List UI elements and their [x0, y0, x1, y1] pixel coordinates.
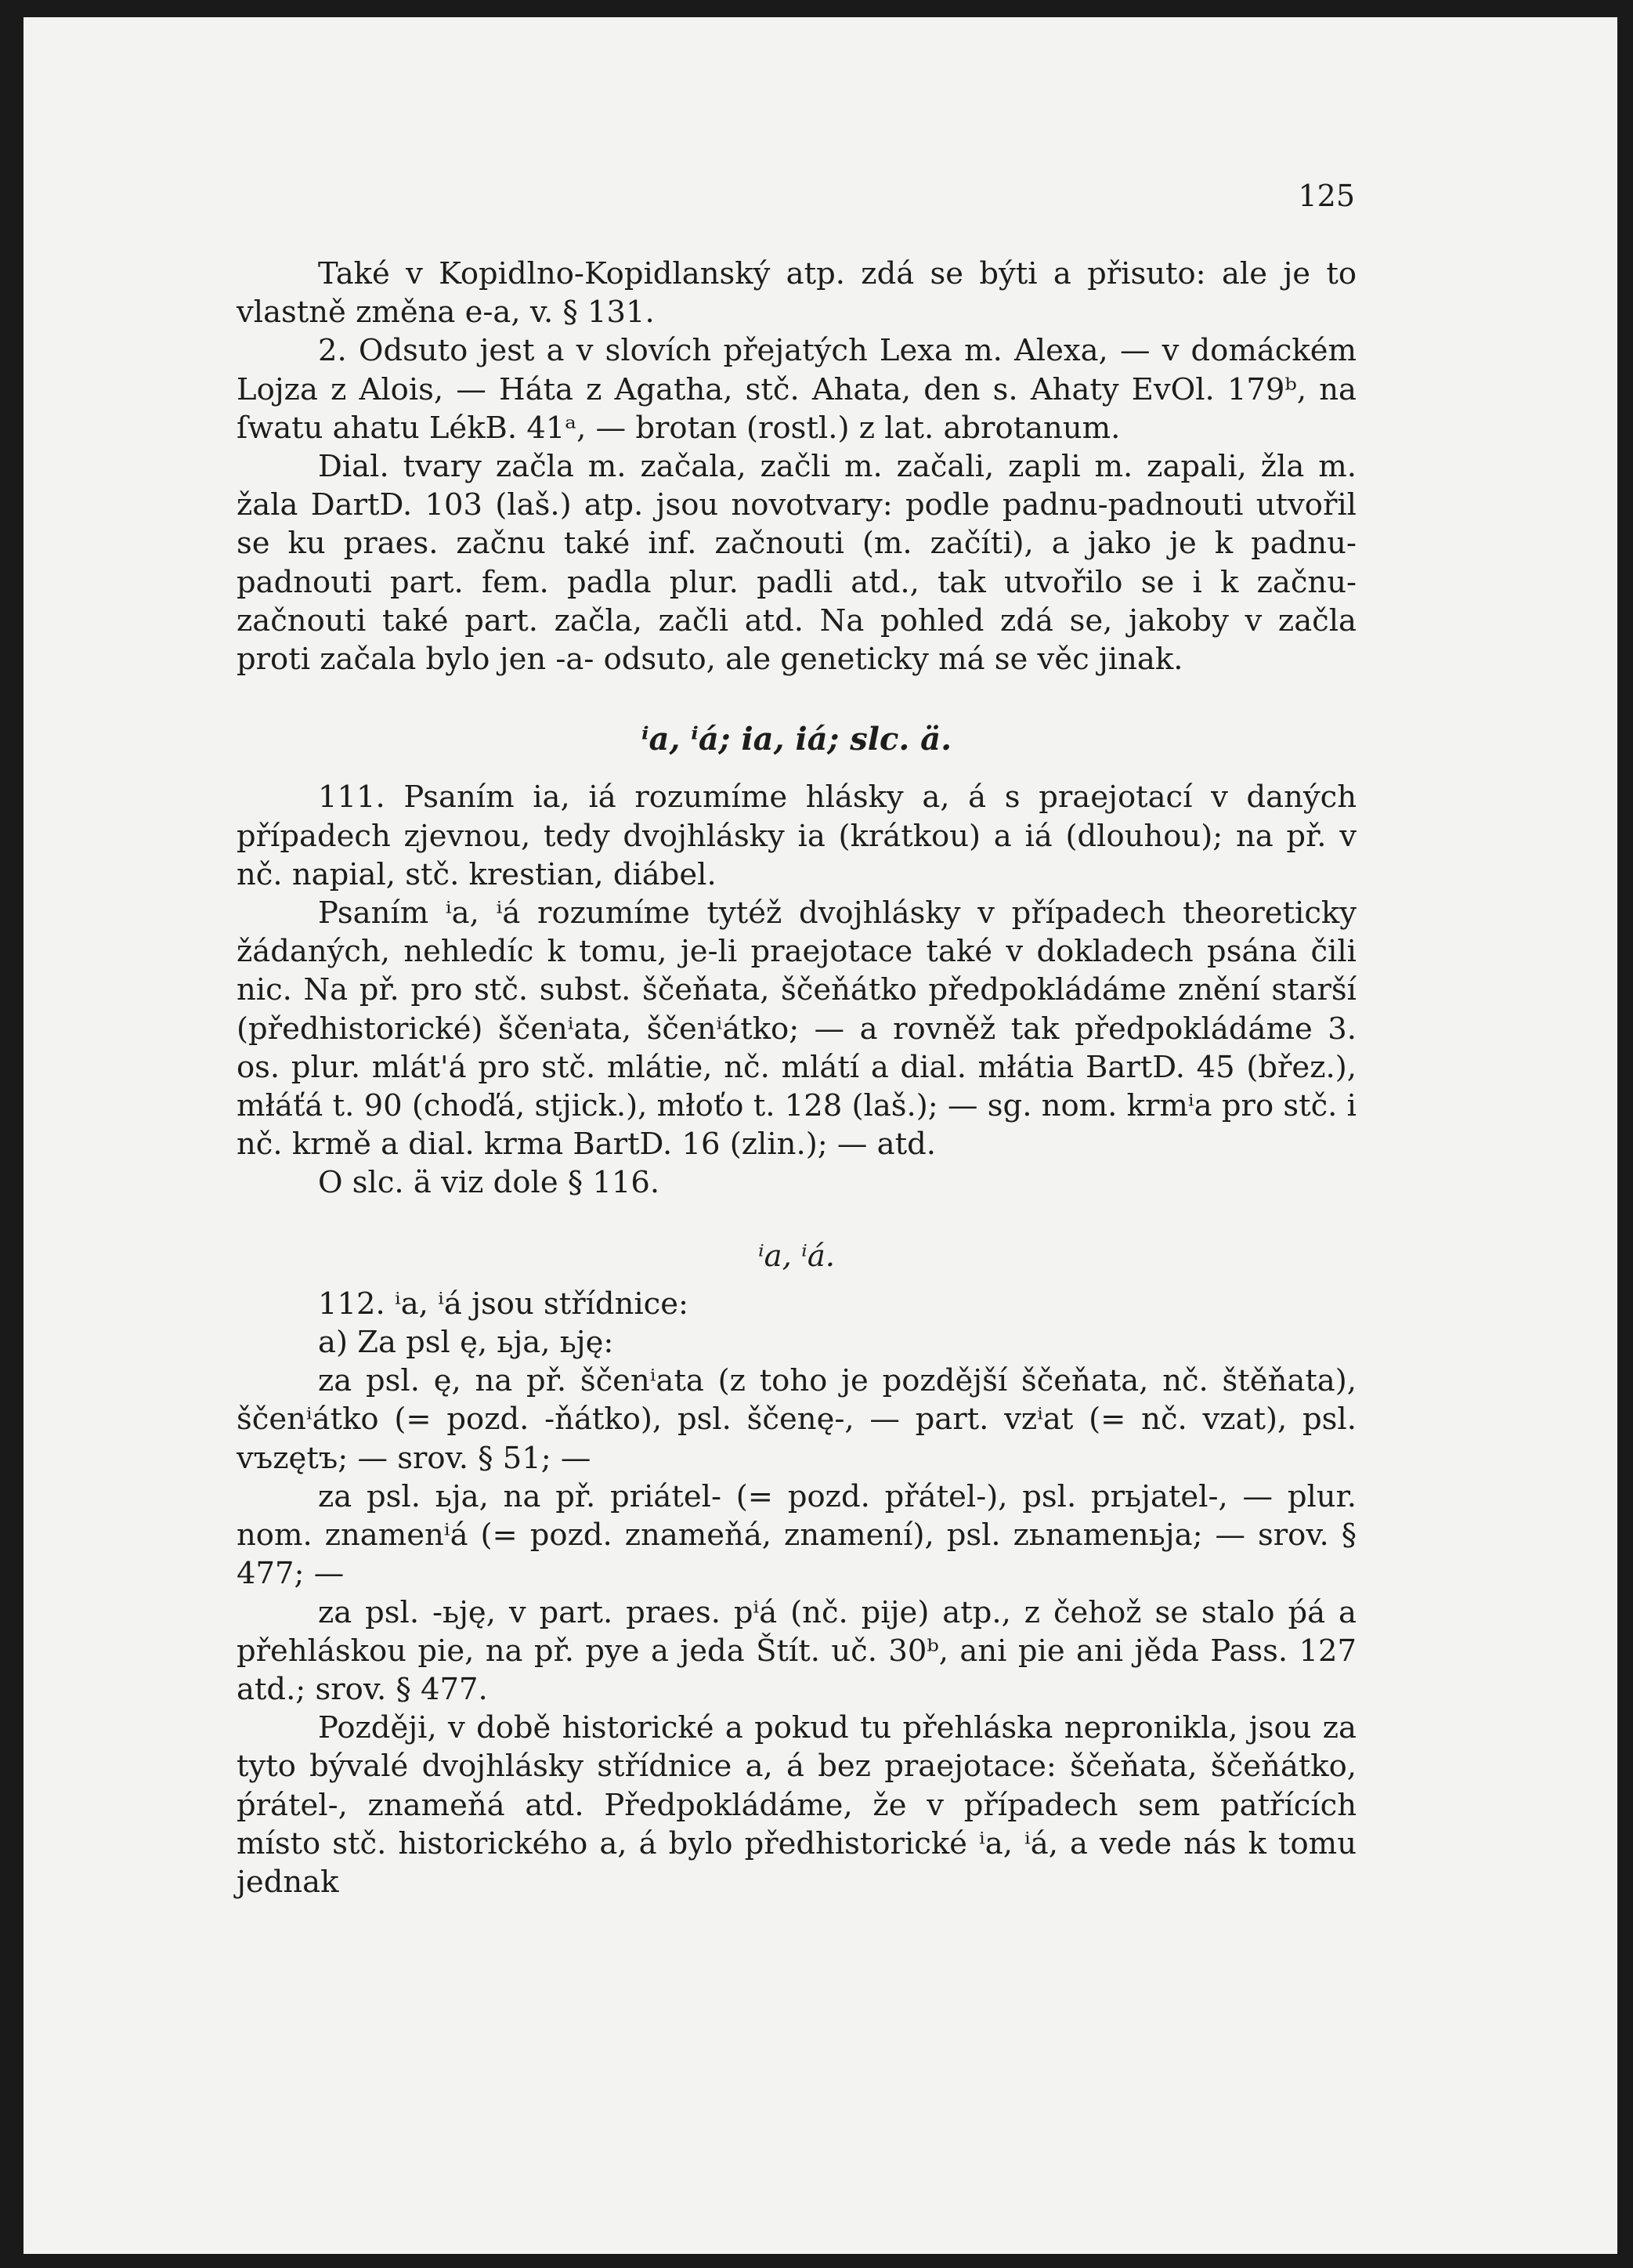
paragraph-subsection-a: a) Za psl ę, ьja, ьję:: [318, 1325, 614, 1361]
paragraph-psl-e: za psl. ę, na př. ščenⁱata (z toho je pozdější ščeňata, nč. štěňata), ščenⁱátko (= pozd. -ňátko), psl. ščenę-, — part. vzⁱat (= nč. vzat), psl. vъzętъ; — srov. § 51; —: [237, 1363, 1357, 1476]
paragraph-section-111: 111. Psaním ia, iá rozumíme hlásky a, á s praejotací v daných případech zjevnou, tedy dvojhlásky ia (krátkou) a iá (dlouhou); na př. v nč. napial, stč. krestian, diábel.: [237, 780, 1357, 892]
section-heading-ia: ⁱa, ⁱá; ia, iá; slc. ä.: [641, 721, 952, 758]
paragraph-odsuto: 2. Odsuto jest a v slovích přejatých Lexa m. Alexa, — v domáckém Lojza z Alois, — Háta z Agatha, stč. Ahata, den s. Ahaty EvOl. 179ᵇ, na ſwatu ahatu LékB. 41ᵃ, — brotan (rostl.) z lat. abrotanum.: [237, 333, 1357, 446]
paragraph-section-112: 112. ⁱa, ⁱá jsou střídnice:: [318, 1286, 688, 1322]
paragraph-historical-period: Později, v době historické a pokud tu přehláska nepronikla, jsou za tyto bývalé dvojhlásky střídnice a, á bez praejotace: ščeňata, ščeňátko, ṕrátel-, znameňá atd. Předpokládáme, že v případech sem patřících místo stč. historického a, á bylo předhistorické ⁱa, ⁱá, a vede nás k tomu jednak: [237, 1710, 1357, 1900]
paragraph-theoretical-diphthongs: Psaním ⁱa, ⁱá rozumíme tytéž dvojhlásky v případech theoreticky žádaných, nehledíc k tomu, je-li praejotace také v dokladech psána čili nic. Na př. pro stč. subst. ščeňata, ščeňátko předpokládáme znění starší (předhistorické) ščenⁱata, ščenⁱátko; — a rovněž tak předpokládáme 3. os. plur. mlát'á pro stč. mlátie, nč. mlátí a dial. młátia BartD. 45 (břez.), młáťá t. 90 (choďá, stjick.), młoťo t. 128 (laš.); — sg. nom. krmⁱa pro stč. i nč. krmě a dial. krma BartD. 16 (zlin.); — atd.: [237, 895, 1357, 1163]
page-number: 125: [1298, 179, 1355, 213]
scan-border-bottom: [0, 2254, 1633, 2268]
scan-border-left: [0, 0, 23, 2268]
paragraph-kopidlno: Také v Kopidlno-Kopidlanský atp. zdá se býti a přisuto: ale je to vlastně změna e-a, v. § 131.: [237, 256, 1357, 331]
section-heading-ia-plain: ⁱa, ⁱá.: [757, 1238, 836, 1274]
scan-border-top: [0, 0, 1633, 17]
page-body: [237, 255, 1357, 1901]
paragraph-slovak-a-reference: O slc. ä viz dole § 116.: [318, 1165, 660, 1201]
paragraph-dialect-forms: Dial. tvary začla m. začala, začli m. začali, zapli m. zapali, žla m. žala DartD. 103 (laš.) atp. jsou novotvary: podle padnu-padnouti utvořil se ku praes. začnu také inf. začnouti (m. začíti), a jako je k padnu-padnouti part. fem. padla plur. padli atd., tak utvořilo se i k začnu-začnouti také part. začla, začli atd. Na pohled zdá se, jakoby v začla proti začala bylo jen -a- odsuto, ale geneticky má se věc jinak.: [237, 449, 1357, 678]
paragraph-psl-ja: za psl. ьja, na př. priátel- (= pozd. přátel-), psl. prьjatel-, — plur. nom. znamenⁱá (= pozd. znameňá, znamení), psl. zьnamenьja; — srov. § 477; —: [237, 1478, 1357, 1592]
scan-border-right: [1617, 0, 1633, 2268]
paragraph-psl-je: za psl. -ьję, v part. praes. pⁱá (nč. pije) atp., z čehož se stalo ṕá a přehláskou pie, na př. pye a jeda Štít. uč. 30ᵇ, ani pie ani jěda Pass. 127 atd.; srov. § 477.: [237, 1594, 1357, 1707]
